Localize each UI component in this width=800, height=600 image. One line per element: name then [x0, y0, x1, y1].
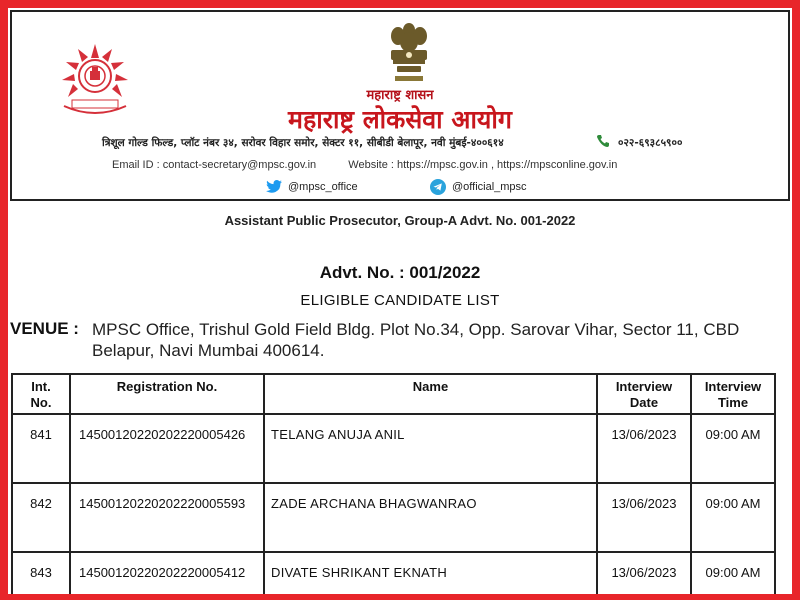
header-int-no: Int. No. — [12, 374, 70, 414]
telegram-handle[interactable]: @official_mpsc — [452, 181, 527, 193]
advertisement-title: Assistant Public Prosecutor, Group-A Advt. No. 001-2022 — [224, 213, 576, 228]
telegram-plane-icon — [430, 179, 446, 195]
cell-interview-time: 09:00 AM — [691, 483, 775, 552]
venue-address: MPSC Office, Trishul Gold Field Bldg. Plot No.34, Opp. Sarovar Vihar, Sector 11, CBD Belapur, Navi Mumbai 400614. — [92, 320, 740, 360]
cell-interview-date: 13/06/2023 — [597, 483, 691, 552]
cell-registration-no: 14500120220202220005426 — [70, 414, 264, 483]
phone-icon — [596, 134, 610, 148]
cell-name: TELANG ANUJA ANIL — [264, 414, 597, 483]
phone-number: ०२२-६९३८५९०० — [618, 137, 683, 149]
table-header-row — [12, 374, 775, 414]
header-interview-date: Interview Date — [597, 374, 691, 414]
email-label: Email ID : — [112, 159, 160, 171]
candidate-table — [11, 373, 776, 594]
contact-line — [112, 159, 617, 171]
cell-interview-time: 09:00 AM — [691, 552, 775, 594]
advertisement-number: Advt. No. : 001/2022 — [319, 263, 481, 282]
cell-registration-no: 14500120220202220005593 — [70, 483, 264, 552]
cell-name: DIVATE SHRIKANT EKNATH — [264, 552, 597, 594]
table-row — [12, 552, 775, 594]
cell-interview-time: 09:00 AM — [691, 414, 775, 483]
header-registration-no: Registration No. — [70, 374, 264, 414]
list-title: ELIGIBLE CANDIDATE LIST — [300, 292, 500, 309]
twitter-handle[interactable]: @mpsc_office — [288, 181, 358, 193]
government-name: महाराष्ट्र शासन — [366, 88, 434, 103]
cell-registration-no: 14500120220202220005412 — [70, 552, 264, 594]
website-label: Website : — [348, 159, 394, 171]
table-row — [12, 483, 775, 552]
cell-name: ZADE ARCHANA BHAGWANRAO — [264, 483, 597, 552]
header-name: Name — [264, 374, 597, 414]
cell-interview-date: 13/06/2023 — [597, 552, 691, 594]
organization-name: महाराष्ट्र लोकसेवा आयोग — [288, 105, 512, 134]
twitter-bird-icon — [266, 180, 282, 194]
website-links[interactable]: https://mpsc.gov.in , https://mpsconline.gov.in — [397, 159, 618, 171]
cell-int-no: 842 — [12, 483, 70, 552]
letterhead — [10, 10, 790, 201]
cell-int-no: 843 — [12, 552, 70, 594]
cell-int-no: 841 — [12, 414, 70, 483]
cell-interview-date: 13/06/2023 — [597, 414, 691, 483]
table-row — [12, 414, 775, 483]
document-page — [8, 8, 792, 594]
state-emblem-icon — [383, 20, 435, 90]
venue-label: VENUE : — [10, 319, 79, 338]
social-handles — [12, 179, 788, 197]
header-interview-time: Interview Time — [691, 374, 775, 414]
office-address: त्रिशूल गोल्ड फिल्ड, प्लॉट नंबर ३४, सरोवर विहार समोर, सेक्टर ११, सीबीडी बेलापूर, नवी मुंबई-४००६१४ — [102, 137, 504, 149]
email-address[interactable]: contact-secretary@mpsc.gov.in — [162, 159, 317, 171]
